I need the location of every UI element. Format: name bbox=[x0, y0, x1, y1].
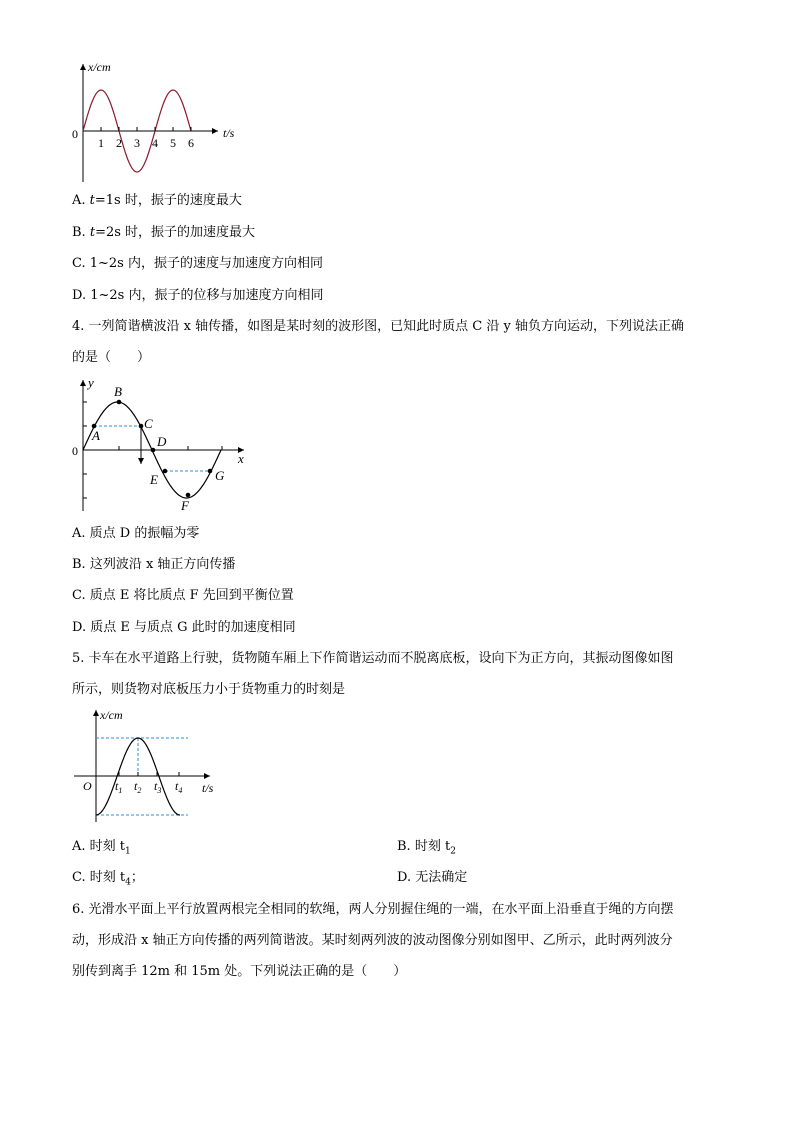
q5-option-a bbox=[72, 839, 131, 860]
q3-option-c: C. 1~2s 内，振子的速度与加速度方向相同 bbox=[72, 256, 323, 271]
q5-option-d: D. 无法确定 bbox=[397, 870, 468, 885]
q5-stem-line1: 5. 卡车在水平道路上行驶，货物随车厢上下作简谐运动而不脱离底板，设向下为正方向，其振动图像如图 bbox=[72, 651, 674, 666]
q5-oscillation-graph bbox=[68, 706, 228, 828]
q4-option-d: D. 质点 E 与质点 G 此时的加速度相同 bbox=[72, 620, 296, 635]
q4-stem-line1: 4. 一列简谐横波沿 x 轴传播，如图是某时刻的波形图，已知此时质点 C 沿 y 轴负方向运动，下列说法正确 bbox=[72, 319, 684, 334]
opt-prefix: B. bbox=[72, 225, 90, 240]
q4-stem-line2: 的是（ ） bbox=[72, 350, 151, 365]
q4-option-c: C. 质点 E 将比质点 F 先回到平衡位置 bbox=[72, 588, 294, 603]
q4-label-b: B bbox=[114, 384, 122, 399]
q3-tick-label: 5 bbox=[170, 136, 176, 150]
opt-var: t bbox=[89, 193, 95, 208]
q3-tick-label: 4 bbox=[152, 136, 158, 150]
q3-option-b bbox=[72, 225, 255, 241]
q6-stem-line2: 动，形成沿 x 轴正方向传播的两列简谐波。某时刻两列波的波动图像分别如图甲、乙所示，此时两列波分 bbox=[72, 933, 673, 948]
q5-tick-t3: $t_3$ bbox=[154, 779, 162, 795]
q5-y-label: x/cm bbox=[100, 708, 123, 722]
q4-y-label: y bbox=[88, 375, 94, 390]
opt-text: A. 时刻 t bbox=[72, 839, 126, 854]
q3-tick-label: 1 bbox=[98, 136, 104, 150]
q5-tick-t4: $t_4$ bbox=[175, 779, 183, 795]
q5-x-label: t/s bbox=[202, 781, 214, 795]
q3-tick-label: 2 bbox=[116, 136, 122, 150]
q5-option-b bbox=[397, 839, 456, 860]
q4-label-a: A bbox=[92, 428, 100, 443]
opt-text: C. 时刻 t bbox=[72, 870, 126, 885]
q3-sine-graph bbox=[68, 58, 248, 184]
q4-x-label: x bbox=[238, 451, 244, 466]
q4-wave-graph bbox=[68, 374, 258, 514]
q3-option-a bbox=[72, 193, 242, 209]
q4-label-f: F bbox=[181, 498, 189, 513]
q4-option-b: B. 这列波沿 x 轴正方向传播 bbox=[72, 557, 236, 572]
q5-origin: O bbox=[83, 779, 92, 793]
q6-stem-line1: 6. 光滑水平面上平行放置两根完全相同的软绳，两人分别握住绳的一端，在水平面上沿垂直于绳的方向摆 bbox=[72, 902, 674, 917]
opt-sub: 4 bbox=[125, 877, 131, 888]
q3-x-label: t/s bbox=[223, 126, 235, 140]
q6-stem-line3: 别传到离手 12m 和 15m 处。下列说法正确的是（ ） bbox=[72, 964, 407, 979]
q4-label-c: C bbox=[144, 416, 153, 431]
opt-text: =1s 时，振子的速度最大 bbox=[94, 193, 242, 208]
opt-prefix: A. bbox=[72, 193, 90, 208]
opt-sub: 2 bbox=[450, 846, 456, 857]
q3-tick-label: 3 bbox=[134, 136, 140, 150]
q3-y-label: x/cm bbox=[88, 60, 111, 74]
opt-text: B. 时刻 t bbox=[397, 839, 451, 854]
q4-origin: 0 bbox=[72, 444, 78, 458]
q5-tick-t2: $t_2$ bbox=[134, 779, 142, 795]
opt-text: =2s 时，振子的加速度最大 bbox=[95, 225, 256, 240]
q3-option-d: D. 1~2s 内，振子的位移与加速度方向相同 bbox=[72, 288, 324, 303]
q4-label-g: G bbox=[215, 468, 225, 483]
q3-origin: 0 bbox=[72, 127, 78, 141]
opt-sub: 1 bbox=[125, 846, 131, 857]
q5-tick-t1: $t_1$ bbox=[115, 779, 123, 795]
q4-option-a: A. 质点 D 的振幅为零 bbox=[72, 526, 200, 541]
q3-tick-label: 6 bbox=[188, 136, 194, 150]
q5-option-c bbox=[72, 870, 144, 891]
q4-label-d: D bbox=[157, 434, 167, 449]
q5-stem-line2: 所示，则货物对底板压力小于货物重力的时刻是 bbox=[72, 682, 346, 697]
q4-label-e: E bbox=[150, 472, 158, 487]
opt-tail: ； bbox=[130, 870, 144, 885]
opt-var: t bbox=[89, 225, 96, 240]
